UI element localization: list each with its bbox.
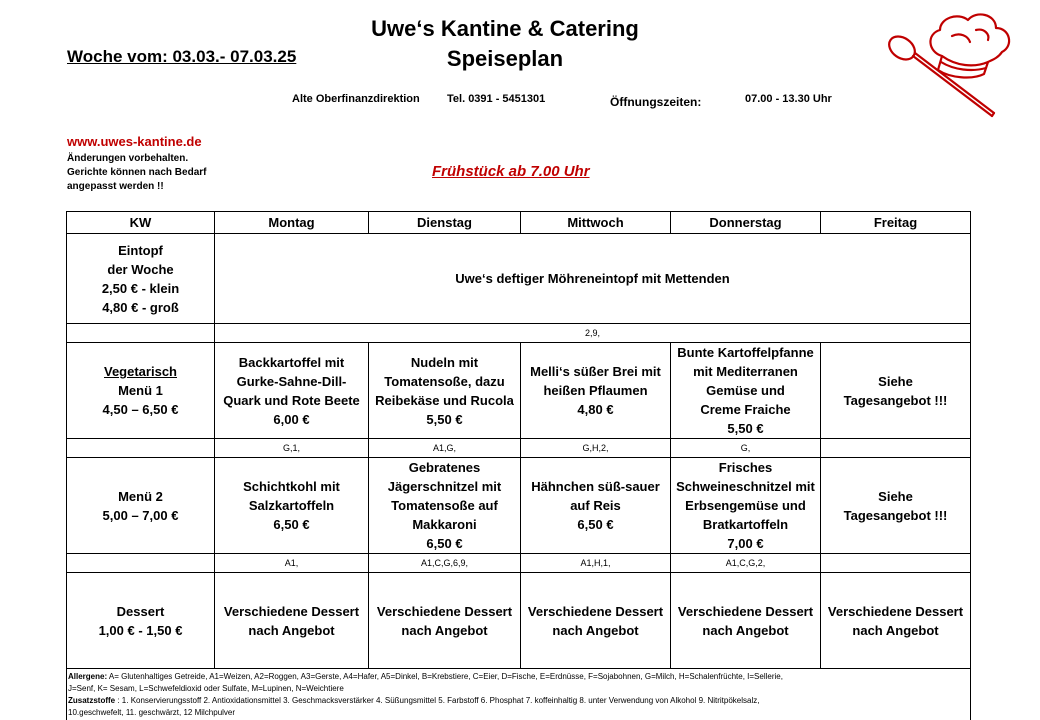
opening-hours-value: 07.00 - 13.30 Uhr xyxy=(745,93,832,105)
codes-cell xyxy=(821,554,971,573)
codes-cell xyxy=(67,554,215,573)
dish-line: Nudeln mit xyxy=(410,354,479,370)
table-header-row xyxy=(67,212,971,234)
change-notice xyxy=(67,152,237,194)
additives-text: : 1. Konservierungsstoff 2. Antioxidationsmittel 3. Geschmacksverstärker 4. Süßungsmittel 5. Farbstoff 6. Phosphat 7. koffeinhaltig 8. unter Verwendung von Alkohol 9. Nitritpökelsalz, xyxy=(117,696,760,705)
dish-line: Verschiedene Dessert xyxy=(376,603,513,619)
column-header: Montag xyxy=(215,212,369,234)
dish-line: Quark und Rote Beete xyxy=(223,392,360,408)
chef-hat-spoon-icon xyxy=(880,8,1025,123)
notice-line: angepasst werden !! xyxy=(67,181,164,192)
allergens-line: J=Senf, K= Sesam, L=Schwefeldioxid oder Sulfate, M=Lupinen, N=Weichtiere xyxy=(68,684,344,693)
dish-price: 6,00 € xyxy=(273,411,310,427)
row-label-line: 2,50 € - klein xyxy=(101,280,180,296)
row-label-line: Eintopf xyxy=(118,242,163,258)
codes-cell: A1,H,1, xyxy=(521,554,671,573)
codes-cell: G,1, xyxy=(215,439,369,458)
codes-row xyxy=(67,439,971,458)
dish-line: nach Angebot xyxy=(552,622,639,638)
row-label-line: Menü 2 xyxy=(118,488,163,504)
dish-line: Jägerschnitzel mit xyxy=(387,479,502,494)
row-label-line: 4,80 € - groß xyxy=(102,299,179,315)
column-header: Freitag xyxy=(821,212,971,234)
opening-hours-label: Öffnungszeiten: xyxy=(610,95,702,109)
dish-line: Gurke-Sahne-Dill- xyxy=(236,373,347,389)
allergen-legend xyxy=(67,669,971,720)
dish-line: Schweineschnitzel mit xyxy=(676,479,815,494)
dish-line: Verschiedene Dessert xyxy=(527,603,664,619)
codes-cell xyxy=(67,439,215,458)
additives-line xyxy=(68,695,969,707)
legend-row xyxy=(67,669,971,720)
phone-number: Tel. 0391 - 5451301 xyxy=(447,93,546,105)
column-header: Dienstag xyxy=(369,212,521,234)
dish-cell xyxy=(671,458,821,554)
additives-label: Zusatzstoffe xyxy=(68,696,116,705)
page-title xyxy=(300,14,710,74)
codes-cell: A1,C,G,6,9, xyxy=(369,554,521,573)
dish-line: Siehe xyxy=(878,373,913,389)
dish-line: Schichtkohl mit xyxy=(243,479,340,494)
codes-row xyxy=(67,554,971,573)
dish-line: Backkartoffel mit xyxy=(238,354,345,370)
row-label-line: 5,00 – 7,00 € xyxy=(102,507,179,523)
dish-line: Frisches xyxy=(718,460,773,475)
dish-line: Bratkartoffeln xyxy=(702,517,789,532)
dish-line: Tomatensoße, dazu xyxy=(384,373,505,389)
breakfast-notice: Frühstück ab 7.00 Uhr xyxy=(432,163,590,180)
dish-price: 7,00 € xyxy=(727,536,764,551)
dish-price: 6,50 € xyxy=(273,517,310,532)
dish-line: Gebratenes xyxy=(408,460,481,475)
dish-cell xyxy=(369,343,521,439)
dish-cell xyxy=(671,343,821,439)
dish-line: Bunte Kartoffelpfanne xyxy=(677,345,814,360)
dish-price: 5,50 € xyxy=(727,421,764,436)
dish-line: Reibekäse und Rucola xyxy=(375,392,514,408)
row-label-line: 1,00 € - 1,50 € xyxy=(98,622,183,638)
row-label-line: 4,50 – 6,50 € xyxy=(102,402,179,417)
codes-cell: G,H,2, xyxy=(521,439,671,458)
row-label-line: der Woche xyxy=(107,261,174,277)
dish-cell xyxy=(821,458,971,554)
codes-cell: G, xyxy=(671,439,821,458)
dish-price: 5,50 € xyxy=(426,411,463,427)
menu-table xyxy=(66,211,971,720)
dish-line: Creme Fraiche xyxy=(700,402,791,417)
table-row xyxy=(67,234,971,324)
dish-line: nach Angebot xyxy=(852,622,939,638)
dish-cell xyxy=(821,343,971,439)
dish-line: Salzkartoffeln xyxy=(248,498,335,513)
dish-cell xyxy=(215,573,369,669)
notice-line: Gerichte können nach Bedarf xyxy=(67,167,207,178)
notice-line: Änderungen vorbehalten. xyxy=(67,153,189,164)
codes-cell: A1, xyxy=(215,554,369,573)
dish-line: Verschiedene Dessert xyxy=(827,603,964,619)
column-header: KW xyxy=(67,212,215,234)
row-label-line: Dessert xyxy=(116,603,165,619)
column-header: Donnerstag xyxy=(671,212,821,234)
dish-cell xyxy=(369,573,521,669)
dessert-label xyxy=(67,573,215,669)
dish-cell xyxy=(215,458,369,554)
row-label-title: Vegetarisch xyxy=(104,364,177,379)
additives-line: 10.geschwefelt, 11. geschwärzt, 12 Milchpulver xyxy=(68,708,236,717)
codes-cell: A1,C,G,2, xyxy=(671,554,821,573)
codes-cell: 2,9, xyxy=(215,324,971,343)
dish-line: heißen Pflaumen xyxy=(543,383,648,398)
dish-cell xyxy=(369,458,521,554)
dish-line: Verschiedene Dessert xyxy=(677,603,814,619)
dish-line: mit Mediterranen xyxy=(693,364,798,379)
dish-price: 6,50 € xyxy=(577,517,614,532)
eintopf-dish: Uwe‘s deftiger Möhreneintopf mit Mettenden xyxy=(215,234,971,324)
codes-row xyxy=(67,324,971,343)
dish-price: 6,50 € xyxy=(426,536,463,551)
dish-line: nach Angebot xyxy=(248,622,335,638)
row-label-line: Menü 1 xyxy=(118,383,163,398)
dish-cell xyxy=(821,573,971,669)
dish-line: auf Reis xyxy=(570,498,621,513)
website-link[interactable]: www.uwes-kantine.de xyxy=(67,134,202,149)
table-row xyxy=(67,458,971,554)
allergens-line xyxy=(68,671,969,683)
dish-line: Gemüse und xyxy=(706,383,785,398)
column-header: Mittwoch xyxy=(521,212,671,234)
dish-line: nach Angebot xyxy=(702,622,789,638)
dish-line: Tagesangebot !!! xyxy=(843,392,948,408)
dish-line: Melli‘s süßer Brei mit xyxy=(530,364,661,379)
dish-line: nach Angebot xyxy=(401,622,488,638)
address: Alte Oberfinanzdirektion xyxy=(292,93,420,105)
menu1-label xyxy=(67,343,215,439)
dish-line: Erbsengemüse und xyxy=(685,498,806,513)
dish-line: Siehe xyxy=(878,488,913,504)
codes-cell: A1,G, xyxy=(369,439,521,458)
company-name: Uwe‘s Kantine & Catering xyxy=(371,16,639,41)
dish-line: Makkaroni xyxy=(412,517,477,532)
dish-cell xyxy=(671,573,821,669)
codes-cell xyxy=(821,439,971,458)
allergens-text: A= Glutenhaltiges Getreide, A1=Weizen, A2=Roggen, A3=Gerste, A4=Hafer, A5=Dinkel, B=Krebstiere, C=Eier, D=Fische, E=Erdnüsse, F=Sojabohnen, G=Milch, H=Schalenfrüchte, I=Sellerie, xyxy=(108,672,783,681)
dish-line: Tomatensoße auf xyxy=(391,498,498,513)
dish-line: Hähnchen süß-sauer xyxy=(531,479,660,494)
table-row xyxy=(67,343,971,439)
dish-line: Verschiedene Dessert xyxy=(223,603,360,619)
codes-cell xyxy=(67,324,215,343)
table-row xyxy=(67,573,971,669)
dish-cell xyxy=(521,573,671,669)
menu2-label xyxy=(67,458,215,554)
menu-title: Speiseplan xyxy=(446,46,564,71)
dish-line: Tagesangebot !!! xyxy=(843,507,948,523)
eintopf-label xyxy=(67,234,215,324)
week-range: Woche vom: 03.03.- 07.03.25 xyxy=(67,47,297,66)
allergens-label: Allergene: xyxy=(68,672,108,681)
dish-cell xyxy=(521,458,671,554)
dish-cell xyxy=(521,343,671,439)
dish-price: 4,80 € xyxy=(577,402,614,417)
dish-cell xyxy=(215,343,369,439)
